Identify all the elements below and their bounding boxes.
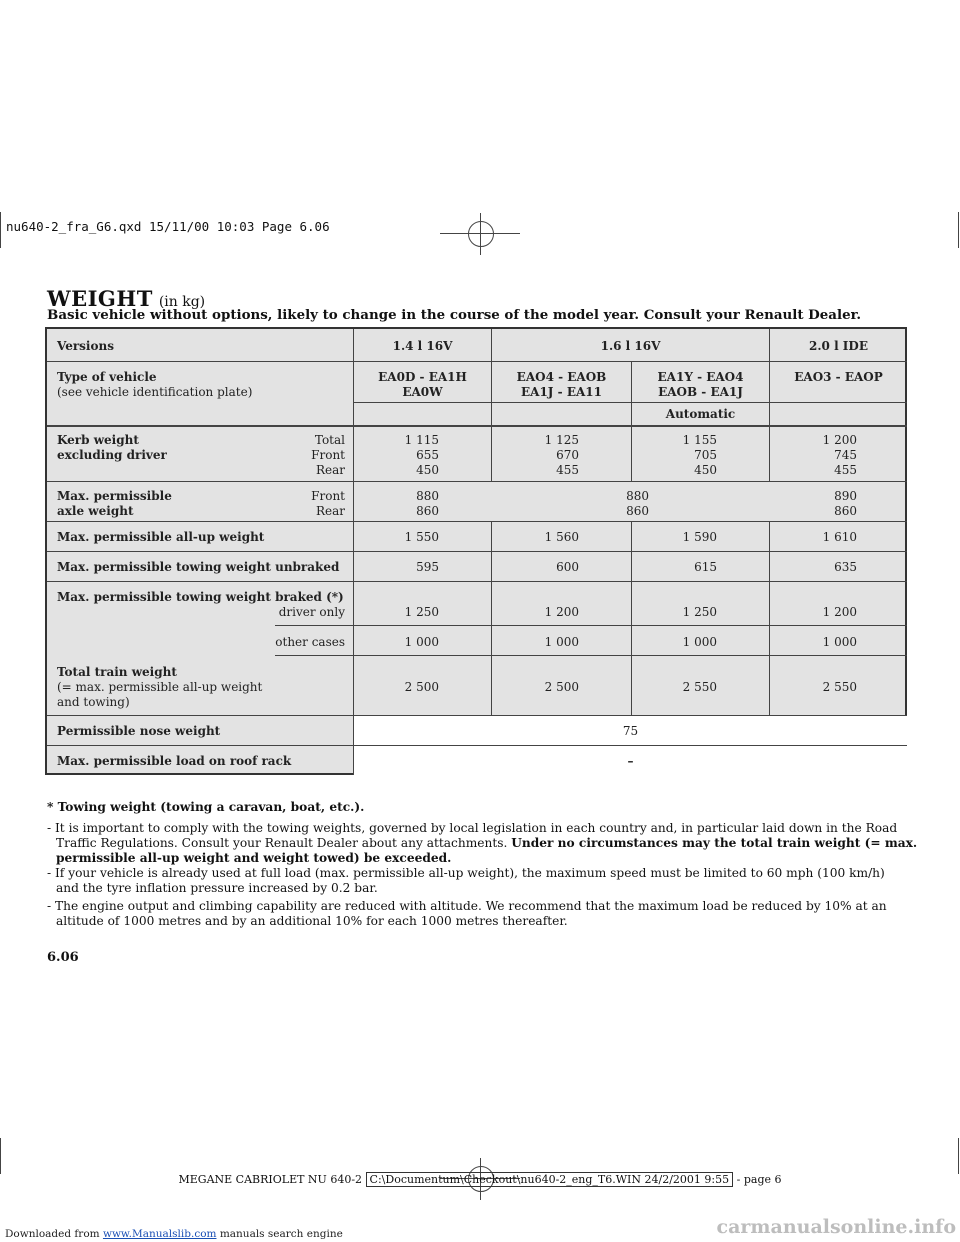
axle-c1-1: 860: [416, 504, 439, 518]
crop-mark: [0, 212, 1, 248]
axle-label: Max. permissible: [57, 489, 172, 503]
allup-label: Max. permissible all-up weight: [57, 530, 265, 544]
kerb-c4-2: 455: [834, 463, 857, 477]
kerb-c2-1: 670: [556, 448, 579, 462]
type-c2b: EA1J - EA11: [521, 385, 602, 399]
kerb-c4-1: 745: [834, 448, 857, 462]
footer-right: - page 6: [736, 1173, 782, 1186]
braked-other-c4: 1 000: [822, 635, 857, 649]
unbraked-c1: 595: [416, 560, 439, 574]
kerb-c2-2: 455: [556, 463, 579, 477]
note-1-line-3: permissible all-up weight and weight towed) be exceeded.: [56, 851, 452, 865]
kerb-sub-total: Total: [314, 433, 345, 447]
kerb-c4-0: 1 200: [822, 433, 857, 447]
braked-other-c2: 1 000: [544, 635, 579, 649]
train-c2: 2 500: [544, 680, 579, 694]
unbraked-c2: 600: [556, 560, 579, 574]
axle-c23-1: 860: [626, 504, 649, 518]
download-prefix: Downloaded from: [5, 1228, 103, 1240]
footer-left: MEGANE CABRIOLET NU 640-2: [178, 1173, 363, 1186]
kerb-sub-front: Front: [311, 448, 345, 462]
title-unit: (in kg): [158, 294, 206, 310]
kerb-c3-2: 450: [694, 463, 717, 477]
axle-sub-rear: Rear: [315, 504, 345, 518]
notes-heading: * Towing weight (towing a caravan, boat, etc.).: [47, 800, 365, 814]
crop-mark: [958, 212, 959, 248]
crop-mark: [0, 1138, 1, 1174]
type-label: Type of vehicle: [57, 370, 157, 384]
page-number: 6.06: [47, 950, 79, 965]
braked-other-c1: 1 000: [404, 635, 439, 649]
axle-c4-1: 860: [834, 504, 857, 518]
kerb-c3-1: 705: [694, 448, 717, 462]
unbraked-c4: 635: [834, 560, 857, 574]
braked-driver-c2: 1 200: [544, 605, 579, 619]
braked-other-c3: 1 000: [682, 635, 717, 649]
roof-value: –: [627, 754, 634, 768]
kerb-c1-0: 1 115: [404, 433, 439, 447]
nose-value: 75: [622, 724, 639, 738]
type-c1a: EA0D - EA1H: [378, 370, 467, 384]
note-1-line-2b: Under no circumstances may the total train weight (= max.: [511, 836, 918, 850]
type-c2a: EAO4 - EAOB: [516, 370, 607, 384]
braked-driver-c4: 1 200: [822, 605, 857, 619]
braked-driver-c3: 1 250: [682, 605, 717, 619]
axle-sub-front: Front: [311, 489, 345, 503]
note-3-line-2: altitude of 1000 metres and by an additional 10% for each 1000 metres thereafter.: [56, 914, 568, 928]
kerb-label-2: excluding driver: [57, 448, 167, 462]
axle-c23-0: 880: [626, 489, 649, 503]
allup-c2: 1 560: [544, 530, 579, 544]
allup-c1: 1 550: [404, 530, 439, 544]
download-suffix: manuals search engine: [216, 1228, 343, 1240]
title-main: WEIGHT: [47, 286, 153, 311]
note-1-line-1: - It is important to comply with the towing weights, governed by local legislation in each country and, in particular laid down in the Road: [47, 821, 898, 835]
version-2: 1.6 l 16V: [600, 339, 661, 353]
type-c3b: EAOB - EA1J: [658, 385, 743, 399]
train-c1: 2 500: [404, 680, 439, 694]
train-c3: 2 550: [682, 680, 717, 694]
type-sub: (see vehicle identification plate): [57, 385, 253, 399]
versions-label: Versions: [57, 339, 114, 353]
manualslib-link[interactable]: www.Manualslib.com: [102, 1228, 217, 1240]
note-1-line-2: [56, 836, 917, 851]
nose-label: Permissible nose weight: [57, 724, 221, 738]
braked-driver-only: driver only: [278, 605, 345, 619]
registration-circle: [468, 221, 494, 247]
crop-mark: [958, 1138, 959, 1174]
kerb-c1-2: 450: [416, 463, 439, 477]
kerb-c3-0: 1 155: [682, 433, 717, 447]
note-3-line-1: - The engine output and climbing capability are reduced with altitude. We recommend that the maximum load be reduced by 10% at an: [47, 899, 887, 913]
type-c4a: EAO3 - EAOP: [794, 370, 883, 384]
train-label: Total train weight: [57, 665, 177, 679]
automatic-label: Automatic: [665, 407, 736, 421]
braked-label: Max. permissible towing weight braked (*): [57, 590, 344, 604]
note-1-line-2a: Traffic Regulations. Consult your Renault Dealer about any attachments.: [56, 836, 512, 850]
download-notice: [5, 1228, 343, 1240]
kerb-sub-rear: Rear: [315, 463, 345, 477]
version-3: 2.0 l IDE: [809, 339, 868, 353]
train-sub-1: (= max. permissible all-up weight: [57, 680, 263, 694]
note-2-line-1: - If your vehicle is already used at full load (max. permissible all-up weight), the maximum speed must be limited to 60 mph (100 km/h): [47, 866, 885, 880]
kerb-label: Kerb weight: [57, 433, 139, 447]
roof-label: Max. permissible load on roof rack: [57, 754, 292, 768]
train-sub-2: and towing): [57, 695, 130, 709]
allup-c3: 1 590: [682, 530, 717, 544]
footer-path: C:\Documentum\Checkout\nu640-2_eng_T6.WIN 24/2/2001 9:55: [366, 1172, 734, 1187]
unbraked-label: Max. permissible towing weight unbraked: [57, 560, 340, 574]
kerb-c2-0: 1 125: [544, 433, 579, 447]
braked-other-cases: other cases: [275, 635, 345, 649]
watermark: carmanualsonline.info: [716, 1216, 956, 1238]
unbraked-c3: 615: [694, 560, 717, 574]
version-1: 1.4 l 16V: [392, 339, 453, 353]
braked-driver-c1: 1 250: [404, 605, 439, 619]
type-c3a: EA1Y - EAO4: [657, 370, 744, 384]
type-c1b: EA0W: [402, 385, 443, 399]
axle-label-2: axle weight: [57, 504, 134, 518]
axle-c1-0: 880: [416, 489, 439, 503]
train-c4: 2 550: [822, 680, 857, 694]
note-2-line-2: and the tyre inflation pressure increased by 0.2 bar.: [56, 881, 378, 895]
page-footer: [0, 1173, 960, 1186]
allup-c4: 1 610: [822, 530, 857, 544]
page-subtitle: Basic vehicle without options, likely to change in the course of the model year. Consult your Renault Dealer.: [47, 307, 862, 323]
weight-table: [45, 327, 907, 775]
kerb-c1-1: 655: [416, 448, 439, 462]
file-slug: nu640-2_fra_G6.qxd 15/11/00 10:03 Page 6.06: [6, 219, 330, 234]
axle-c4-0: 890: [834, 489, 857, 503]
